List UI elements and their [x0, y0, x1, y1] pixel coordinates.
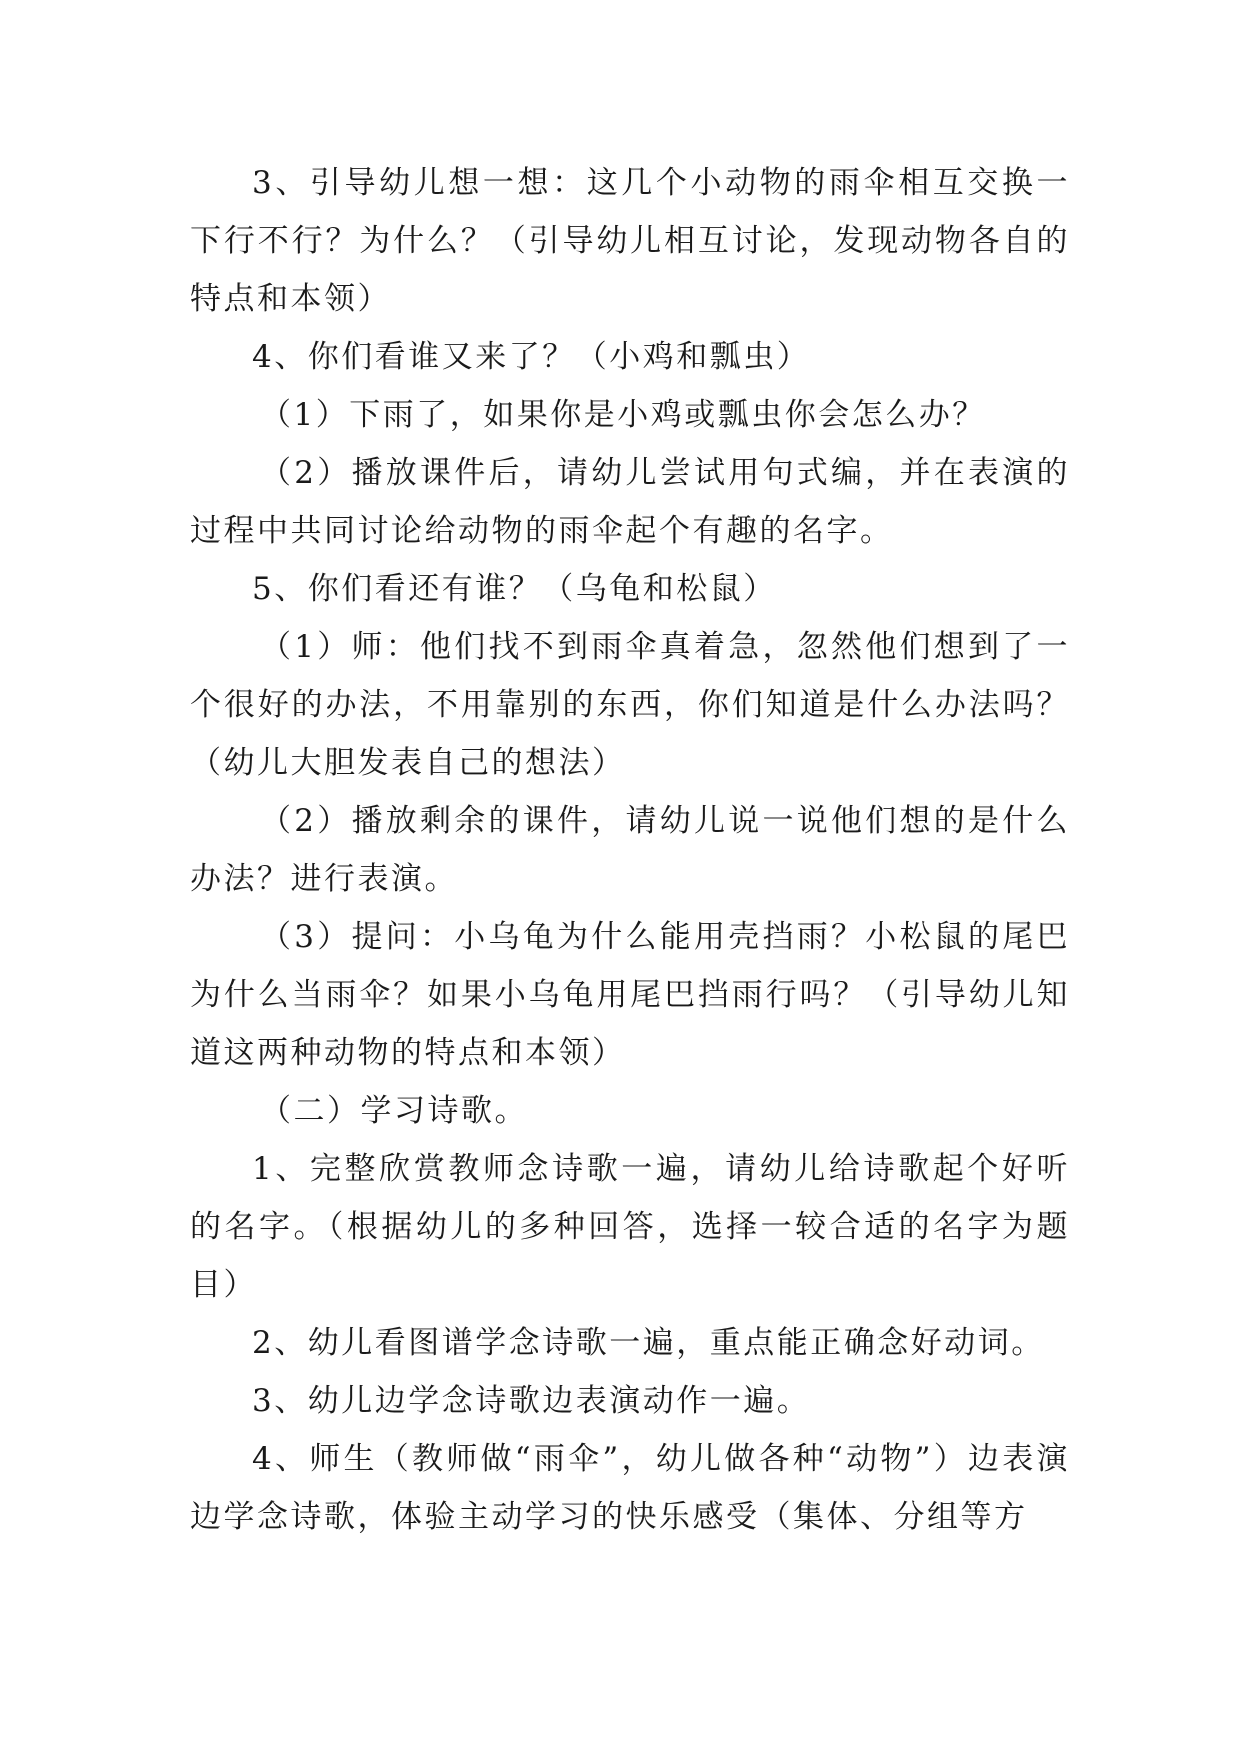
paragraph-step-5-2: （2）播放剩余的课件，请幼儿说一说他们想的是什么办法？进行表演。 [190, 803, 1070, 897]
paragraph-step-5-3: （3）提问：小乌龟为什么能用壳挡雨？小松鼠的尾巴为什么当雨伞？如果小乌龟用尾巴挡雨行吗？（引导幼儿知道这两种动物的特点和本领） [190, 919, 1070, 1071]
document-body [190, 154, 1070, 1546]
paragraph-poem-step-1: 1、完整欣赏教师念诗歌一遍，请幼儿给诗歌起个好听的名字。（根据幼儿的多种回答，选择一较合适的名字为题目） [190, 1151, 1070, 1303]
paragraph-step-4: 4、你们看谁又来了？（小鸡和瓢虫） [252, 339, 811, 375]
paragraph-step-3: 3、引导幼儿想一想：这几个小动物的雨伞相互交换一下行不行？为什么？（引导幼儿相互讨论，发现动物各自的特点和本领） [190, 165, 1070, 317]
paragraph-step-4-1: （1）下雨了，如果你是小鸡或瓢虫你会怎么办？ [260, 397, 986, 433]
paragraph-step-4-2: （2）播放课件后，请幼儿尝试用句式编，并在表演的过程中共同讨论给动物的雨伞起个有趣的名字。 [190, 455, 1070, 549]
paragraph-poem-step-3: 3、幼儿边学念诗歌边表演动作一遍。 [252, 1383, 811, 1419]
section-heading-poem: （二）学习诗歌。 [260, 1093, 528, 1129]
paragraph-poem-step-4: 4、师生（教师做“雨伞”，幼儿做各种“动物”）边表演边学念诗歌，体验主动学习的快乐感受（集体、分组等方 [190, 1441, 1070, 1535]
paragraph-poem-step-2: 2、幼儿看图谱学念诗歌一遍，重点能正确念好动词。 [252, 1325, 1045, 1361]
paragraph-step-5-1: （1）师：他们找不到雨伞真着急，忽然他们想到了一个很好的办法，不用靠别的东西，你们知道是什么办法吗？（幼儿大胆发表自己的想法） [190, 629, 1070, 781]
paragraph-step-5: 5、你们看还有谁？（乌龟和松鼠） [252, 571, 777, 607]
